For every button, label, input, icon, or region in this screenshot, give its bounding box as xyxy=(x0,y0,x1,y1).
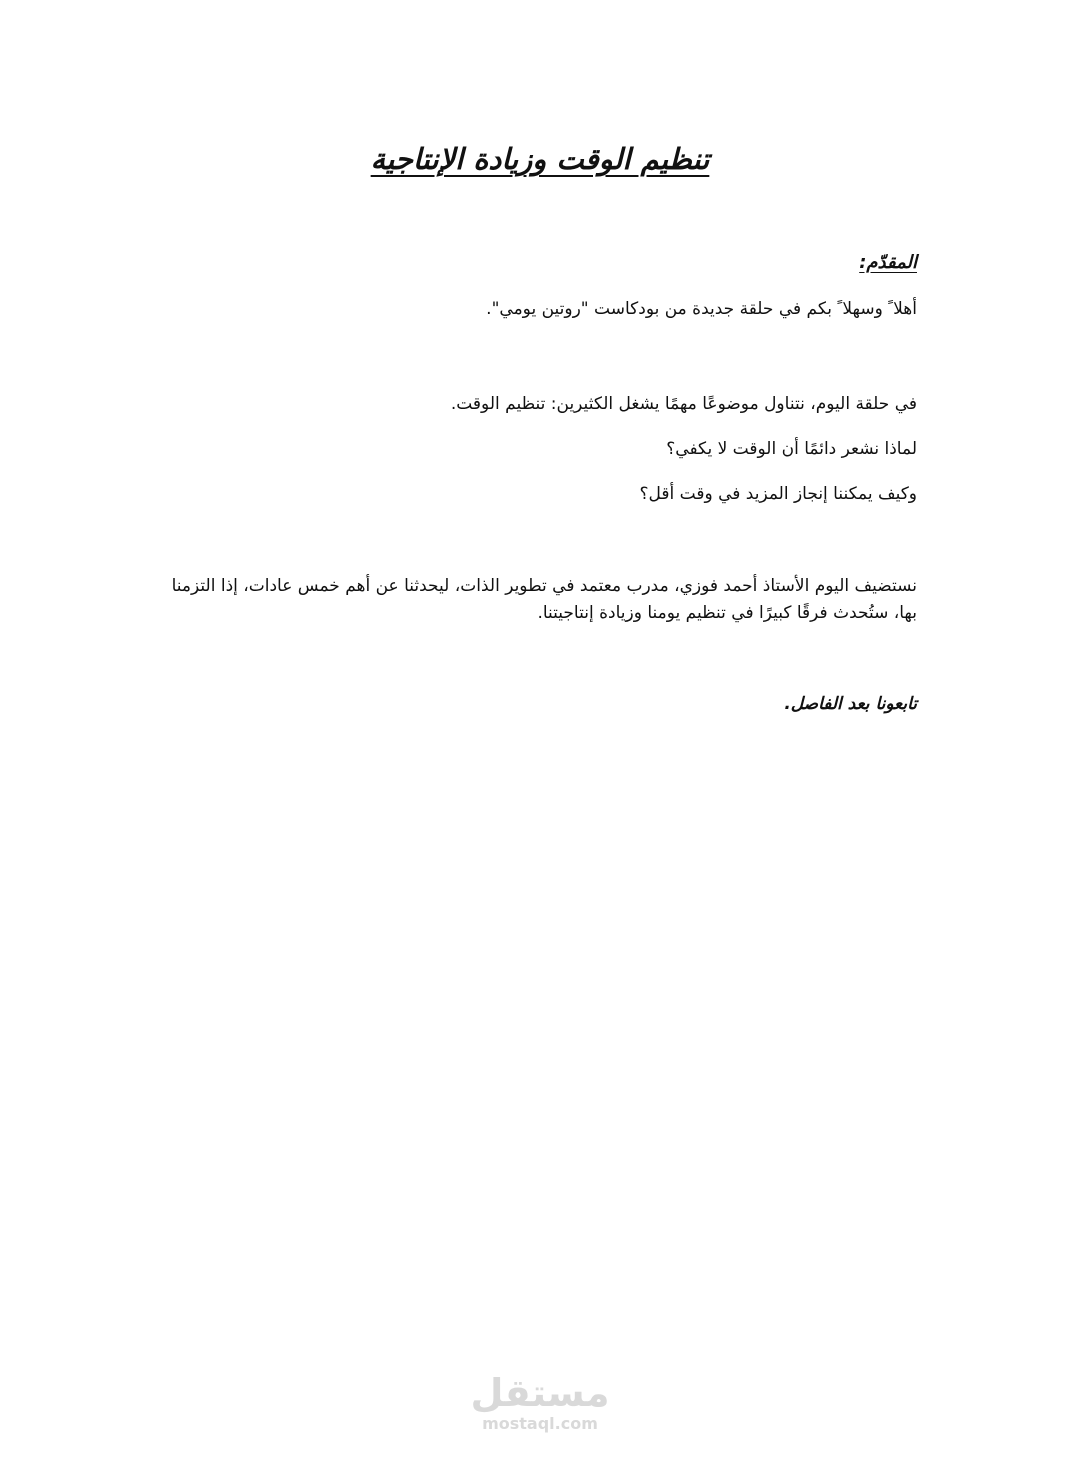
paragraph-question-2: وكيف يمكننا إنجاز المزيد في وقت أقل؟ xyxy=(639,484,917,504)
paragraph-question-1: لماذا نشعر دائمًا أن الوقت لا يكفي؟ xyxy=(666,439,917,459)
watermark-site: mostaql.com xyxy=(482,1414,598,1433)
section-heading: المقدّم: xyxy=(859,252,917,273)
paragraph-welcome: أهلا ً وسهلا ً بكم في حلقة جديدة من بودكاست "روتين يومي". xyxy=(486,299,917,319)
watermark-logo xyxy=(440,1372,640,1434)
paragraph-guest: نستضيف اليوم الأستاذ أحمد فوزي، مدرب معتمد في تطوير الذات، ليحدثنا عن أهم خمس عادات، إذا التزمنا بها، ستُحدث فرقًا كبيرًا في تنظيم يومنا وزيادة إنتاجيتنا. xyxy=(171,576,917,623)
closing-line: تابعونا بعد الفاصل. xyxy=(784,694,917,714)
paragraph-topic: في حلقة اليوم، نتناول موضوعًا مهمًا يشغل الكثيرين: تنظيم الوقت. xyxy=(450,394,917,414)
watermark-logo-text: مستقل xyxy=(470,1371,610,1415)
document-title: تنظيم الوقت وزيادة الإنتاجية xyxy=(370,142,710,176)
